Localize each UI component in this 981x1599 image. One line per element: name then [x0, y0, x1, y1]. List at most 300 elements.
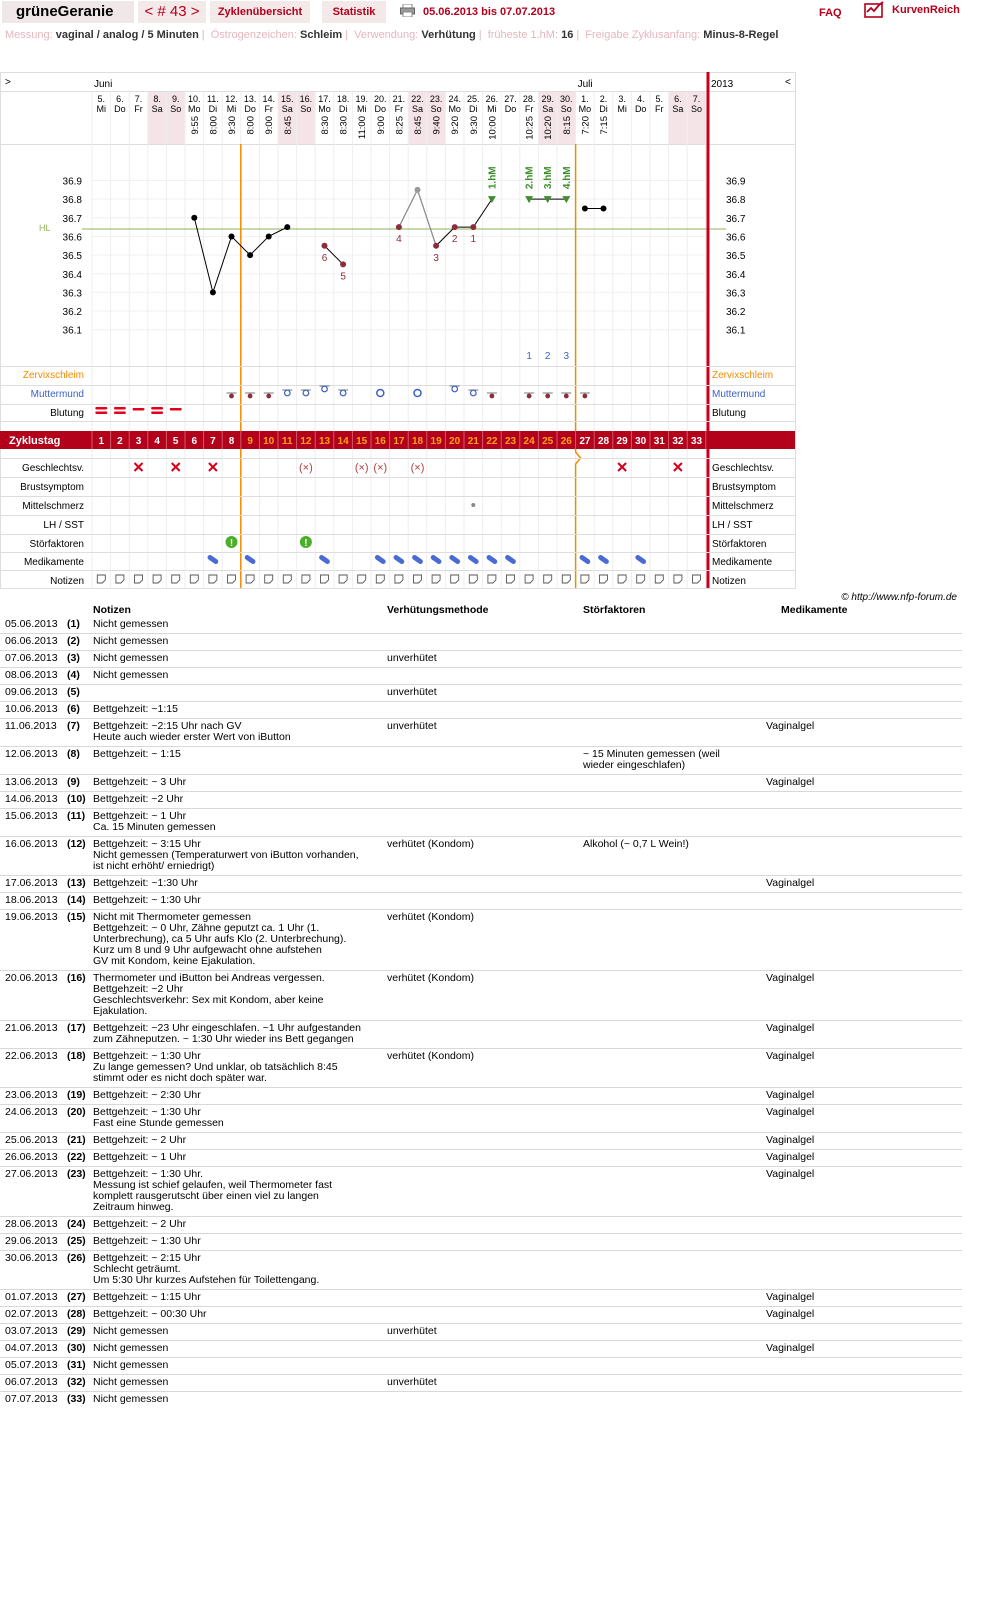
high-label: 2.hM — [524, 166, 536, 190]
day-weekday: Mo — [188, 104, 201, 114]
row-medi: Vaginalgel — [766, 1167, 962, 1217]
disturbance-icon-glyph: ! — [229, 538, 234, 549]
row-stoer — [583, 1290, 766, 1307]
row-note: Nicht gemessen — [93, 1358, 387, 1375]
y-tick-left: 36.2 — [62, 307, 82, 319]
row-medi — [766, 1234, 962, 1251]
table-row — [0, 1133, 962, 1150]
temp-point — [284, 224, 290, 230]
bleeding-mark — [151, 412, 163, 415]
row-date: 25.06.2013 — [0, 1133, 67, 1150]
medication-icon — [504, 554, 517, 565]
row-number: (19) — [67, 1088, 93, 1105]
table-row — [0, 1021, 962, 1049]
table-row — [0, 1105, 962, 1133]
cervix-mark — [583, 394, 587, 398]
faq-link[interactable]: FAQ — [819, 7, 842, 19]
row-medi: Vaginalgel — [766, 719, 962, 747]
row-date: 06.06.2013 — [0, 634, 67, 651]
cervix-mark — [303, 390, 309, 396]
row-note: Nicht gemessen — [93, 651, 387, 668]
row-number: (4) — [67, 668, 93, 685]
row-label-lh: LH / SST — [43, 520, 84, 531]
row-method — [387, 634, 583, 651]
row-label-right-gv: Geschlechtsv. — [712, 463, 775, 474]
row-medi — [766, 747, 962, 775]
row-date: 07.06.2013 — [0, 651, 67, 668]
row-date: 08.06.2013 — [0, 668, 67, 685]
cervix-mark — [490, 394, 494, 398]
row-number: (26) — [67, 1251, 93, 1290]
cycle-day-number: 16 — [374, 436, 386, 447]
bleeding-mark — [114, 407, 126, 410]
y-tick-left: 36.9 — [62, 176, 82, 188]
count-label: 2 — [544, 351, 551, 362]
temp-point — [266, 233, 272, 239]
measure-time: 9:30 — [468, 116, 480, 135]
printer-icon[interactable] — [400, 4, 415, 17]
temp-point-low — [340, 261, 346, 267]
row-stoer: Alkohol (~ 0,7 L Wein!) — [583, 837, 766, 876]
row-label-notizen: Notizen — [50, 576, 84, 587]
row-medi — [766, 668, 962, 685]
day-weekday: Di — [469, 104, 478, 114]
table-row — [0, 1150, 962, 1167]
row-number: (33) — [67, 1393, 86, 1405]
day-date: 28. — [522, 94, 536, 104]
day-date: 23. — [429, 94, 443, 104]
note-icon — [265, 575, 273, 583]
row-method — [387, 1358, 583, 1375]
measure-time: 10:25 — [524, 116, 536, 140]
medication-icon — [318, 554, 331, 565]
cycle-day-number: 20 — [449, 436, 461, 447]
table-row — [0, 1290, 962, 1307]
y-tick-left: 36.3 — [62, 288, 82, 300]
day-weekday: Di — [208, 104, 218, 114]
row-number: (17) — [67, 1021, 93, 1049]
row-method: unverhütet — [387, 1324, 583, 1341]
cycle-day-number: 17 — [393, 436, 405, 447]
day-date: 12. — [225, 94, 238, 104]
row-date: 26.06.2013 — [0, 1150, 67, 1167]
measure-time: 7:15 — [599, 116, 610, 135]
row-method — [387, 1392, 583, 1409]
note-icon — [321, 575, 329, 583]
row-date: 17.06.2013 — [0, 876, 67, 893]
table-row — [0, 792, 962, 809]
cervix-mark — [565, 394, 569, 398]
day-weekday: Mo — [318, 104, 331, 114]
row-note: Bettgehzeit: ~ 3 Uhr — [93, 775, 387, 792]
day-date: 11. — [206, 94, 219, 104]
cycle-day-number: 1 — [98, 436, 105, 447]
cycle-day-number: 24 — [523, 436, 535, 447]
note-icon — [637, 575, 645, 583]
measure-time: 8:00 — [245, 116, 257, 135]
row-method — [387, 1307, 583, 1324]
row-method: verhütet (Kondom) — [387, 837, 583, 876]
note-icon — [581, 575, 589, 583]
y-tick-left: 36.7 — [62, 213, 82, 225]
row-date: 10.06.2013 — [0, 702, 67, 719]
row-number: (27) — [67, 1290, 93, 1307]
row-method — [387, 1341, 583, 1358]
y-tick-right: 36.8 — [726, 195, 746, 207]
row-date: 07.07.2013 — [5, 1393, 58, 1405]
y-tick-left: 36.6 — [62, 232, 82, 244]
row-method — [387, 1217, 583, 1234]
measure-time: 9:20 — [450, 116, 462, 135]
temp-point-low — [470, 224, 476, 230]
row-note: Bettgehzeit: ~2 Uhr — [93, 792, 387, 809]
temp-point-low — [433, 243, 439, 249]
row-medi — [766, 792, 962, 809]
day-date: 22. — [411, 94, 424, 104]
row-date: 06.07.2013 — [0, 1375, 67, 1392]
row-number: (3) — [67, 651, 93, 668]
cycle-day-number: 2 — [117, 436, 123, 447]
row-method — [387, 1167, 583, 1217]
row-label-right-lh: LH / SST — [712, 520, 753, 531]
cervix-mark — [322, 386, 328, 392]
info-value: 16 — [561, 29, 574, 41]
row-method: verhütet (Kondom) — [387, 1049, 583, 1088]
row-medi: Vaginalgel — [766, 1088, 962, 1105]
row-number: (31) — [67, 1358, 93, 1375]
row-number: (30) — [67, 1341, 93, 1358]
cycle-day-number: 9 — [247, 436, 253, 447]
table-row — [0, 1251, 962, 1290]
row-method — [387, 1251, 583, 1290]
row-medi: Vaginalgel — [766, 1341, 962, 1358]
row-method — [387, 792, 583, 809]
tab-statistik[interactable]: Statistik — [322, 1, 386, 23]
logo-text: KurvenReich — [892, 4, 960, 16]
row-note: Thermometer und iButton bei Andreas vergessen. Bettgehzeit: ~2 Uhr Geschlechtsverkehr: Sex mit Kondom, aber keine Ejakulation. — [93, 971, 387, 1021]
table-row — [0, 747, 962, 775]
row-note: Bettgehzeit: ~ 1:30 Uhr Fast eine Stunde gemessen — [93, 1105, 387, 1133]
high-label: 3.hM — [543, 166, 555, 190]
row-note: Nicht gemessen — [93, 668, 387, 685]
notes-table — [0, 603, 962, 1408]
day-date: 29. — [541, 94, 554, 104]
day-weekday: Di — [338, 104, 348, 114]
row-note: Bettgehzeit: ~23 Uhr eingeschlafen. ~1 Uhr aufgestanden zum Zähneputzen. ~ 1:30 Uhr wieder ins Bett gegangen — [93, 1021, 387, 1049]
row-note: Nicht gemessen — [93, 617, 387, 634]
cervix-mark — [285, 390, 291, 396]
day-date: 13. — [243, 94, 257, 104]
day-date: 18. — [336, 94, 350, 104]
row-method — [387, 775, 583, 792]
note-icon — [209, 575, 217, 583]
row-stoer — [583, 971, 766, 1021]
table-row — [0, 1049, 962, 1088]
chart-logo-icon — [864, 1, 886, 19]
bleeding-mark — [114, 412, 126, 415]
row-stoer — [583, 1234, 766, 1251]
row-method — [387, 1133, 583, 1150]
medication-icon — [430, 554, 443, 565]
low-label: 5 — [340, 271, 346, 283]
cycle-day-number: 28 — [597, 436, 610, 447]
day-weekday: Fr — [394, 104, 404, 114]
sex-mark-protected: (×) — [354, 462, 369, 474]
row-number: (20) — [67, 1105, 93, 1133]
row-medi: Vaginalgel — [766, 1150, 962, 1167]
measure-time: 8:15 — [561, 116, 573, 135]
row-date: 16.06.2013 — [0, 837, 67, 876]
day-weekday: Fr — [134, 104, 143, 114]
cervix-mark — [452, 386, 458, 392]
row-medi: Vaginalgel — [766, 1021, 962, 1049]
measure-time: 8:30 — [338, 116, 350, 135]
row-stoer — [583, 1088, 766, 1105]
temp-point-low — [452, 224, 458, 230]
y-tick-right: 36.4 — [726, 269, 746, 281]
count-label: 3 — [563, 351, 570, 362]
note-icon — [525, 575, 533, 583]
note-icon — [302, 575, 310, 583]
row-stoer — [583, 1133, 766, 1150]
row-medi — [766, 634, 962, 651]
nav-next: < — [785, 77, 791, 88]
row-method — [387, 876, 583, 893]
measure-time: 8:25 — [394, 116, 406, 135]
row-stoer — [583, 910, 766, 971]
note-icon — [358, 575, 366, 583]
cycle-day-number: 4 — [154, 436, 160, 447]
table-row — [0, 719, 962, 747]
row-note: Nicht gemessen — [93, 1375, 387, 1392]
cycle-day-label: Zyklustag — [9, 435, 61, 447]
row-date: 15.06.2013 — [0, 809, 67, 837]
row-note: Nicht gemessen — [93, 1324, 387, 1341]
info-key: früheste 1.hM: — [487, 29, 559, 41]
row-medi — [766, 910, 962, 971]
day-weekday: Do — [504, 104, 517, 114]
row-method — [387, 893, 583, 910]
row-method — [387, 1290, 583, 1307]
bleeding-mark — [95, 407, 107, 410]
table-row — [0, 1392, 962, 1409]
row-date: 02.07.2013 — [0, 1307, 67, 1324]
row-medi — [766, 702, 962, 719]
row-medi — [766, 1251, 962, 1290]
day-date: 7. — [692, 94, 701, 104]
day-weekday: Fr — [264, 104, 273, 114]
measure-time: 10:20 — [543, 116, 555, 140]
row-label-muttermund: Muttermund — [30, 389, 84, 400]
row-label-right-blutung: Blutung — [712, 408, 746, 419]
info-value: Minus-8-Regel — [703, 29, 779, 41]
tab-zyklenuebersicht[interactable]: Zyklenübersicht — [210, 1, 310, 23]
cervix-mark — [377, 390, 384, 397]
cycle-nav[interactable]: < # 43 > — [138, 1, 206, 23]
cervix-mark — [527, 394, 531, 398]
sex-mark — [674, 463, 682, 471]
cycle-day-number: 19 — [430, 436, 442, 447]
row-date: 14.06.2013 — [0, 792, 67, 809]
row-note: Nicht mit Thermometer gemessen Bettgehzeit: ~ 0 Uhr, Zähne geputzt ca. 1 Uhr (1. Unterbrechung), ca 5 Uhr aufs Klo (2. Unterbrechung). Kurz um 8 und 9 Uhr aufgewacht ohne aufstehen GV mit Kondom, keine Ejakulation. — [93, 910, 387, 971]
temp-point — [582, 205, 588, 211]
day-date: 15. — [281, 94, 294, 104]
row-stoer — [583, 634, 766, 651]
cycle-day-number: 15 — [356, 436, 368, 447]
row-stoer — [583, 1021, 766, 1049]
row-label-right-medi: Medikamente — [712, 557, 773, 568]
row-stoer — [583, 1358, 766, 1375]
row-number: (9) — [67, 775, 93, 792]
top-bar — [0, 0, 981, 24]
day-weekday: Sa — [151, 104, 163, 114]
row-stoer — [583, 1324, 766, 1341]
temp-point — [210, 289, 216, 295]
brand-title: grüneGeranie — [2, 1, 134, 23]
row-note: Bettgehzeit: ~ 1:30 Uhr — [93, 893, 387, 910]
chart-frame — [1, 73, 796, 589]
row-number: (14) — [67, 893, 93, 910]
note-icon — [228, 575, 236, 583]
row-date: 13.06.2013 — [0, 775, 67, 792]
day-date: 7. — [134, 94, 143, 104]
day-weekday: Fr — [655, 104, 664, 114]
day-weekday: Sa — [672, 104, 684, 114]
day-date: 14. — [262, 94, 275, 104]
cycle-day-number: 5 — [172, 436, 179, 447]
table-row — [0, 1358, 962, 1375]
info-key: Freigabe Zyklusanfang: — [585, 29, 701, 41]
note-icon — [246, 575, 254, 583]
cervix-mark — [267, 394, 271, 398]
row-label-right-mittel: Mittelschmerz — [712, 501, 774, 512]
row-stoer — [583, 617, 766, 634]
row-label-right-zervix: Zervixschleim — [712, 370, 774, 381]
row-stoer — [583, 792, 766, 809]
note-icon — [376, 575, 384, 583]
measure-time: 10:00 — [487, 116, 499, 140]
row-stoer — [583, 1307, 766, 1324]
table-row — [0, 634, 962, 651]
row-medi: Vaginalgel — [766, 1133, 962, 1150]
row-note: Bettgehzeit: ~ 1 Uhr Ca. 15 Minuten gemessen — [93, 809, 387, 837]
day-date: 20. — [374, 94, 387, 104]
info-key: Verwendung: — [354, 29, 419, 41]
row-medi — [766, 685, 962, 702]
row-method — [387, 1088, 583, 1105]
row-label-stoer: Störfaktoren — [29, 539, 84, 550]
row-note: Bettgehzeit: ~ 2:15 Uhr Schlecht geträumt. Um 5:30 Uhr kurzes Aufstehen für Toilettengang. — [93, 1251, 387, 1290]
day-date: 8. — [153, 94, 161, 104]
row-medi: Vaginalgel — [766, 1049, 962, 1088]
row-number: (25) — [67, 1234, 93, 1251]
row-method: unverhütet — [387, 1375, 583, 1392]
row-medi: Vaginalgel — [766, 1290, 962, 1307]
measure-time: 8:45 — [413, 116, 424, 135]
day-date: 5. — [97, 94, 106, 104]
day-date: 16. — [299, 94, 313, 104]
year-label: 2013 — [711, 79, 734, 90]
cycle-day-number: 31 — [653, 436, 665, 447]
hl-label: HL — [39, 222, 51, 233]
medication-icon — [448, 554, 461, 565]
high-label: 1.hM — [487, 166, 499, 190]
day-weekday: So — [430, 104, 442, 114]
sex-mark — [172, 463, 180, 471]
row-stoer — [583, 1392, 766, 1409]
day-date: 30. — [560, 94, 573, 104]
note-icon — [488, 575, 496, 583]
fertile-end-line — [576, 450, 581, 588]
row-number: (1) — [67, 617, 93, 634]
row-method: unverhütet — [387, 685, 583, 702]
row-label-right-muttermund: Muttermund — [712, 389, 766, 400]
bleeding-mark — [95, 412, 107, 415]
row-number: (10) — [67, 792, 93, 809]
row-method — [387, 668, 583, 685]
cycle-chart — [0, 72, 800, 592]
temp-point-low — [322, 243, 328, 249]
row-number: (18) — [67, 1049, 93, 1088]
sex-mark-protected: (×) — [299, 462, 313, 474]
row-number: (22) — [67, 1150, 93, 1167]
row-stoer — [583, 702, 766, 719]
row-note — [93, 685, 387, 702]
cycle-day-number: 14 — [337, 436, 349, 447]
low-label: 3 — [433, 252, 439, 264]
row-number: (29) — [67, 1324, 93, 1341]
note-icon — [618, 575, 626, 583]
low-label: 6 — [321, 252, 328, 264]
cycle-day-number: 11 — [282, 436, 293, 447]
row-note: Bettgehzeit: ~ 3:15 Uhr Nicht gemessen (Temperaturwert von iButton vorhanden, ist nicht erhöht/ erniedrigt) — [93, 837, 387, 876]
medication-icon — [374, 554, 387, 565]
y-tick-left: 36.4 — [62, 269, 82, 281]
cycle-day-number: 10 — [263, 436, 275, 447]
day-date: 26. — [485, 94, 499, 104]
y-tick-right: 36.9 — [726, 176, 746, 188]
row-stoer — [583, 685, 766, 702]
count-label: 1 — [526, 351, 532, 362]
measure-time: 7:20 — [580, 116, 592, 135]
note-icon — [655, 575, 663, 583]
table-row — [0, 910, 962, 971]
sex-mark — [209, 463, 217, 471]
note-icon — [469, 575, 477, 583]
temp-point — [191, 215, 197, 221]
row-medi — [766, 617, 962, 634]
day-weekday: Mi — [96, 104, 107, 114]
row-number: (23) — [67, 1167, 93, 1217]
row-date: 05.06.2013 — [0, 617, 67, 634]
day-weekday: Sa — [281, 104, 293, 114]
day-date: 6. — [674, 94, 682, 104]
measure-time: 9:00 — [264, 116, 276, 135]
nav-prev: > — [5, 77, 11, 88]
row-stoer — [583, 893, 766, 910]
table-row — [0, 1234, 962, 1251]
col-medikamente: Medikamente — [781, 603, 848, 616]
row-note: Bettgehzeit: ~ 1:30 Uhr — [93, 1234, 387, 1251]
row-number: (28) — [67, 1307, 93, 1324]
measure-time: 11:00 — [357, 116, 369, 140]
row-stoer — [583, 876, 766, 893]
cycle-day-number: 8 — [228, 436, 235, 447]
row-number: (11) — [67, 809, 93, 837]
cycle-day-number: 26 — [560, 436, 572, 447]
y-tick-right: 36.6 — [726, 232, 746, 244]
y-tick-left: 36.8 — [62, 195, 82, 207]
